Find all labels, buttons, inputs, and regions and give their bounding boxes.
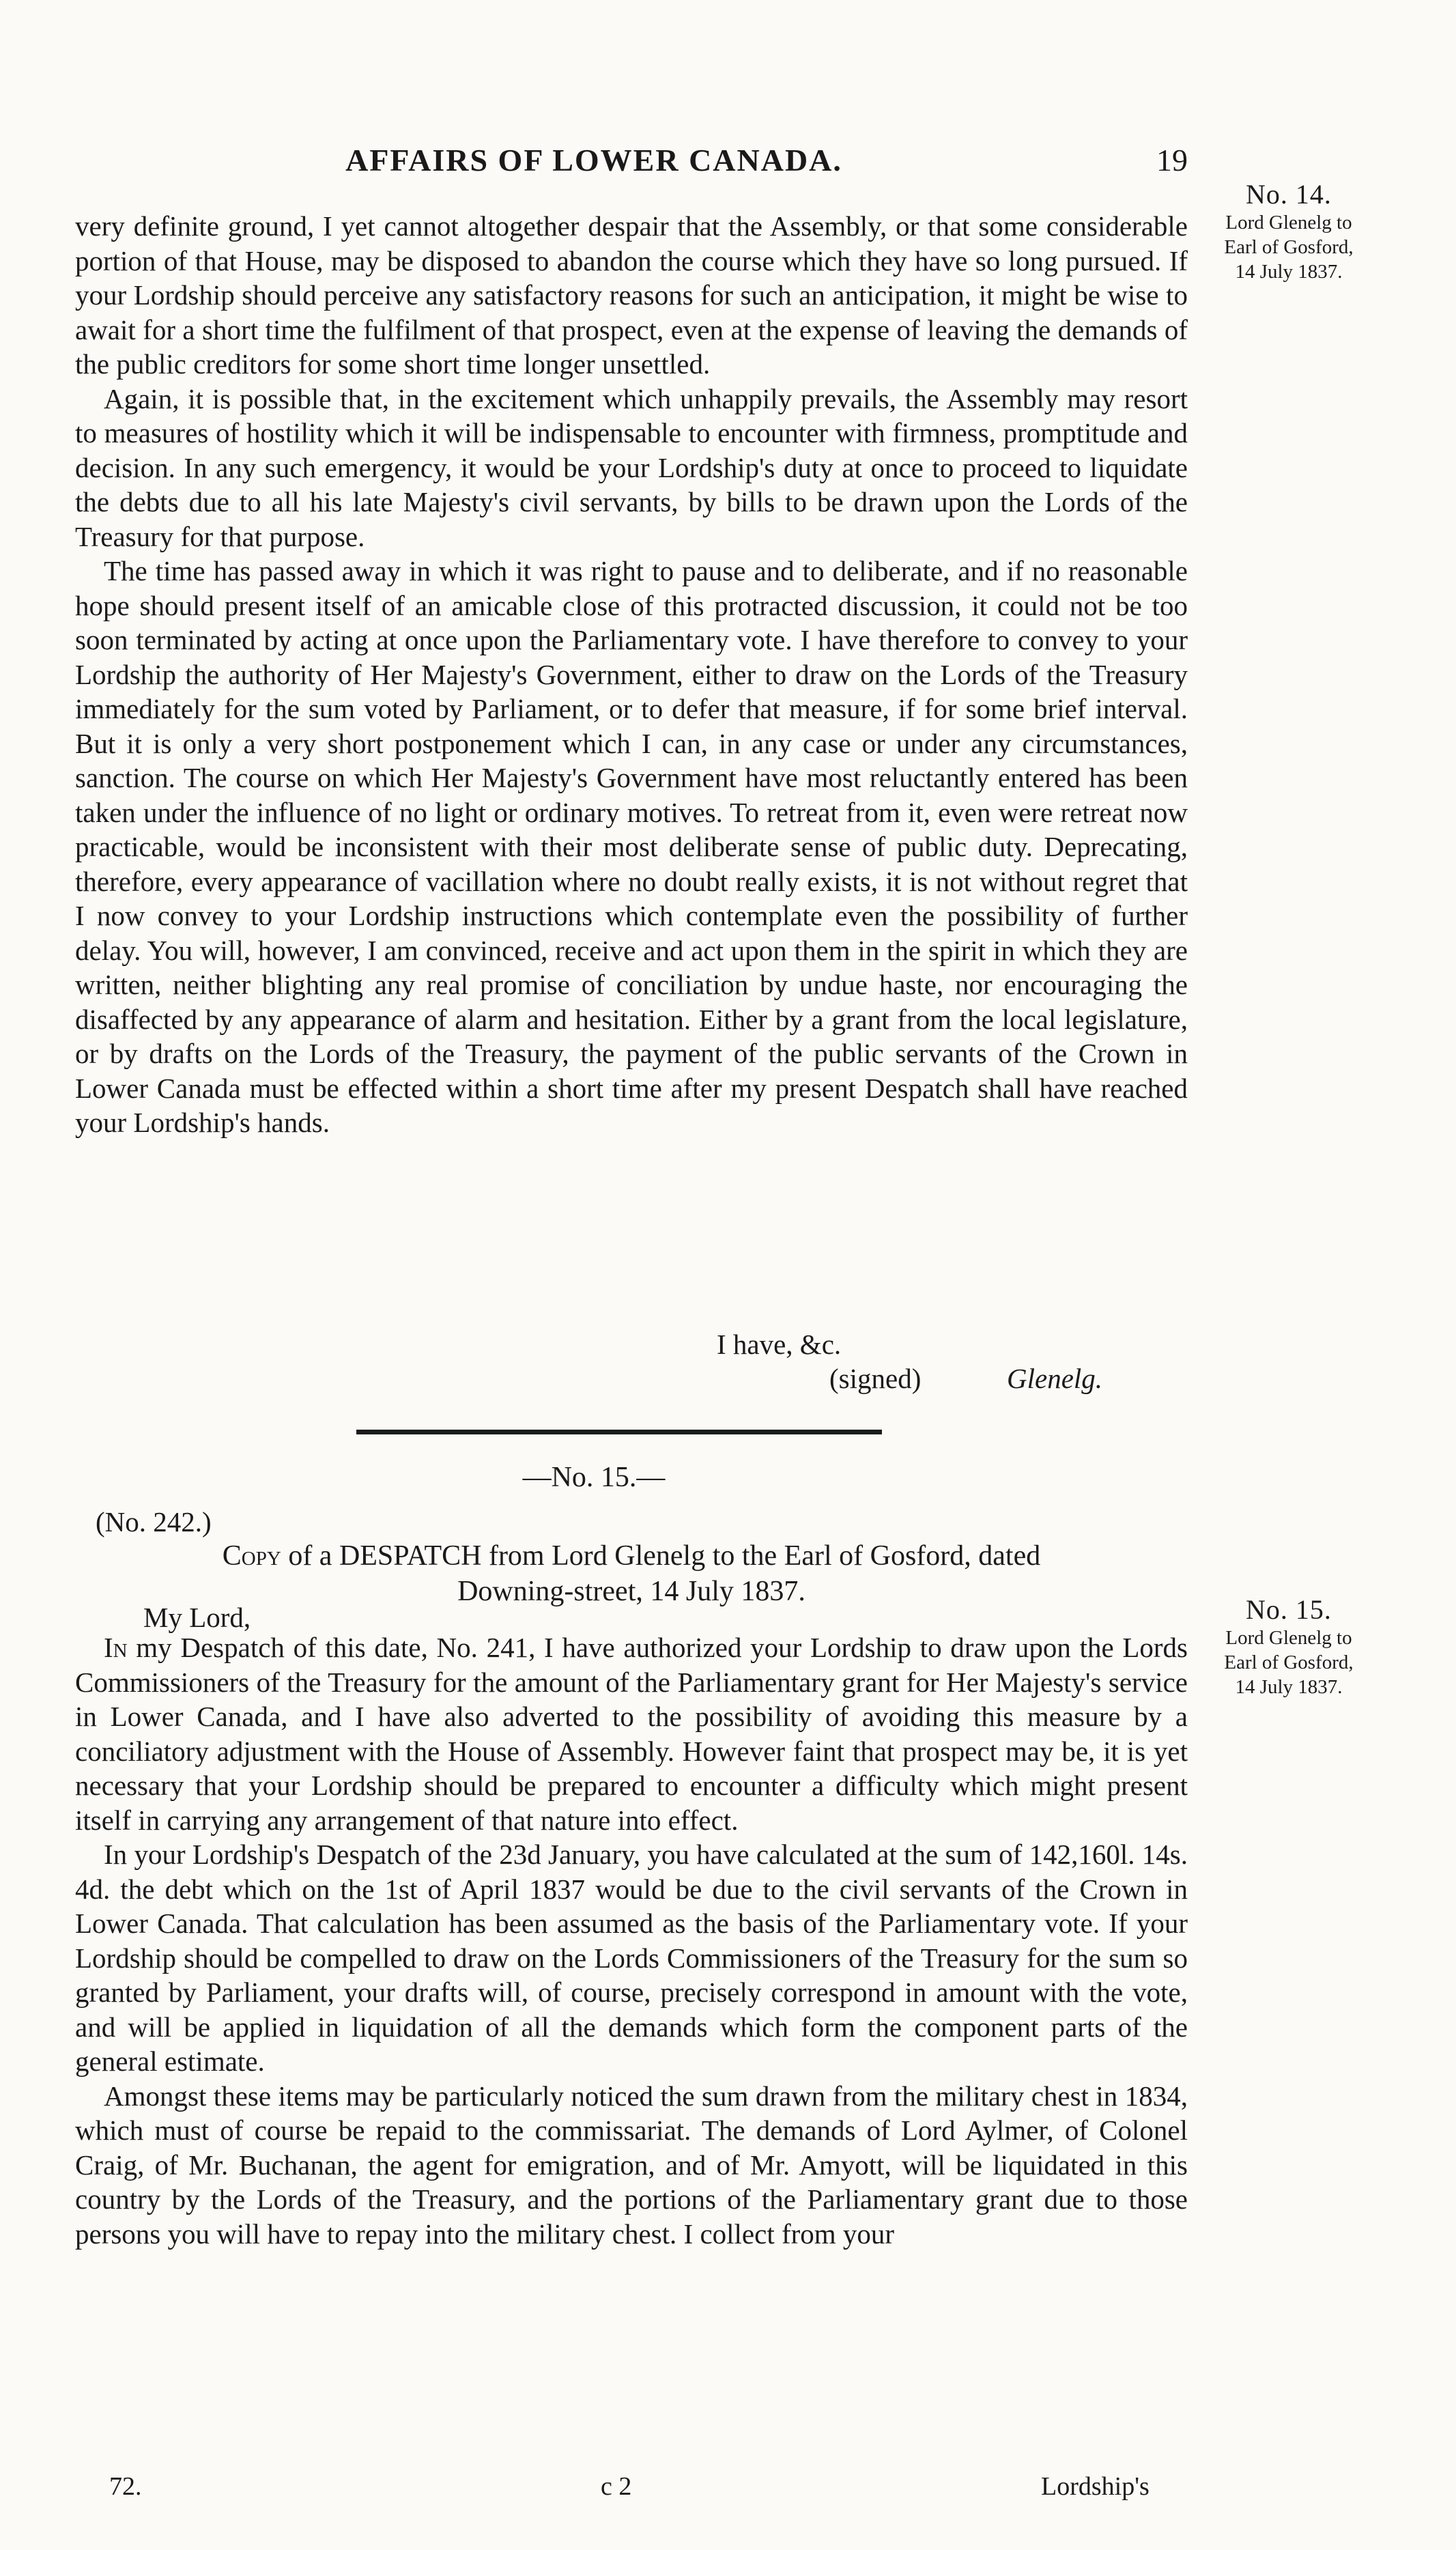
paragraph-text: my Despatch of this date, No. 241, I have authorized your Lordship to draw upon the Lords Commissioners of the Treasury for the amount of the Parliamentary grant for Her Majesty's service in Lower Canada, and I have also adverted to the possibility of avoiding this measure by a conciliatory adjustment with the House of Assembly. However faint that prospect may be, it is yet necessary that your Lordship should be prepared to encounter a difficulty which might present itself in carrying any arrangement of that nature into effect. [75,1632,1188,1836]
despatch-heading-text: of a DESPATCH from Lord Glenelg to the Earl of Gosford, dated [288,1540,1041,1572]
despatch-heading [75,1538,1188,1609]
salutation: My Lord, [143,1602,251,1633]
paragraph-initial: In [104,1632,128,1663]
paragraph [75,1630,1188,1837]
despatch-reference: (No. 242.) [96,1506,212,1538]
margin-note-line: 14 July 1837. [1235,1676,1343,1698]
footer-catchword: Lordship's [1041,2472,1150,2501]
paragraph: The time has passed away in which it was right to pause and to deliberate, and if no reasonable hope should present itself of an amicable close of this protracted discussion, it could not be too soon terminated by acting at once upon the Parliamentary vote. I have therefore to convey to your Lordship the authority of Her Majesty's Government, either to draw on the Lords of the Treasury immediately for the sum voted by Parliament, or to defer that measure, if for some brief interval. But it is only a very short postponement which I can, in any case or under any circumstances, sanction. The course on which Her Majesty's Government have most reluctantly entered has been taken under the influence of no light or ordinary motives. To retreat from it, even were retreat now practicable, would be inconsistent with their most deliberate sense of public duty. Deprecating, therefore, every appearance of vacillation where no doubt really exists, it is not without regret that I now convey to your Lordship instructions which contemplate even the possibility of further delay. You will, however, I am convinced, receive and act upon them in the spirit in which they are written, neither blighting any real promise of conciliation by undue haste, nor encouraging the disaffected by any appearance of alarm and hesitation. Either by a grant from the local legislature, or by drafts on the Lords of the Treasury, the payment of the public servants of the Crown in Lower Canada must be effected within a short time after my present Despatch shall have reached your Lordship's hands. [75,555,1188,1138]
page-header [0,142,1188,183]
closing-line: I have, &c. [717,1329,842,1360]
margin-note-line: Lord Glenelg to [1225,1627,1352,1649]
margin-note-no15 [1193,1594,1384,1699]
page-number: 19 [1156,143,1188,178]
despatch-heading-line2: Downing-street, 14 July 1837. [457,1576,805,1607]
copy-word: Copy [222,1540,281,1572]
margin-note-line: Earl of Gosford, [1224,1652,1354,1673]
section-divider [356,1430,882,1434]
paragraph: very definite ground, I yet cannot altogether despair that the Assembly, or that some considerable portion of that House, may be disposed to abandon the course which they have so long pursued. If your Lordship should perceive any satisfactory reasons for such an anticipation, it might be wise to await for a short time the fulfilment of that prospect, even at the expense of leaving the demands of the public creditors for some short time longer unsettled. [75,210,1188,380]
margin-note-line: Lord Glenelg to [1225,212,1352,233]
margin-note-number: No. 15. [1246,1594,1332,1625]
paragraph: In your Lordship's Despatch of the 23d January, you have calculated at the sum of 142,160l. 14s. 4d. the debt which on the 1st of April 1837 would be due to the civil servants of the Crown in Lower Canada. That calculation has been assumed as the basis of the Parliamentary vote. If your Lordship should be compelled to draw on the Lords Commissioners of the Treasury for the sum so granted by Parliament, your drafts will, of course, precisely correspond in amount with the vote, and will be applied in liquidation of all the demands which form the component parts of the general estimate. [75,1839,1188,2077]
footer-sheet-mark: c 2 [601,2472,632,2501]
running-title: AFFAIRS OF LOWER CANADA. [345,143,842,178]
paragraph: Again, it is possible that, in the excitement which unhappily prevails, the Assembly may resort to measures of hostility which it will be indispensable to encounter with firmness, promptitude and decision. In any such emergency, it would be your Lordship's duty at once to proceed to liquidate the debts due to all his late Majesty's civil servants, by bills to be drawn upon the Lords of the Treasury for that purpose. [75,382,1188,552]
signed-label: (signed) [829,1363,922,1394]
margin-note-no14 [1193,179,1384,284]
despatch-heading-line1 [75,1538,1188,1574]
footer-signature-mark: 72. [109,2472,142,2501]
section-heading: —No. 15.— [522,1462,666,1493]
margin-note-line: Earl of Gosford, [1224,236,1354,258]
letter-body-no14 [75,209,1188,1140]
letter-body-no15 [75,1630,1188,2251]
margin-note-line: 14 July 1837. [1235,261,1343,283]
margin-note-number: No. 14. [1246,179,1332,210]
signature-name: Glenelg. [1007,1363,1103,1394]
paragraph: Amongst these items may be particularly noticed the sum drawn from the military chest in 1834, which must of course be repaid to the commissariat. The demands of Lord Aylmer, of Colonel Craig, of Mr. Buchanan, the agent for emigration, and of Mr. Amyott, will be liquidated in this country by the Lords of the Treasury, and the portions of the Parliamentary grant due to those persons you will have to repay into the military chest. I collect from your [75,2080,1188,2250]
